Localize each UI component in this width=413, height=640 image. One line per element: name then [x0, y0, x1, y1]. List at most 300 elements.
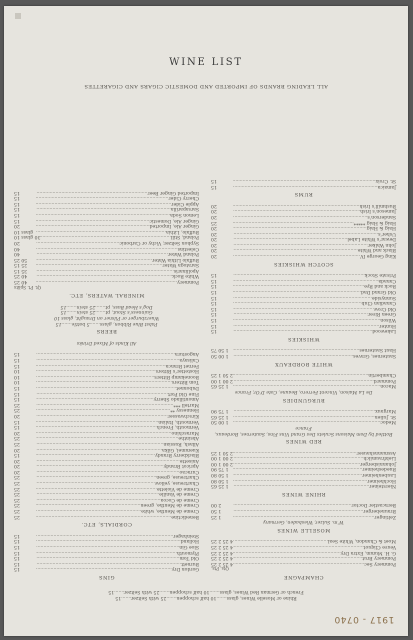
menu-item — [14, 485, 199, 491]
leader-dots — [36, 390, 168, 396]
menu-item — [14, 446, 199, 452]
item-price: 15 — [14, 538, 20, 544]
item-name: Margaux — [375, 408, 396, 414]
item-name: Jamaica — [377, 183, 396, 189]
menu-item — [14, 195, 199, 201]
item-name: Dewar’s White Label — [347, 236, 396, 242]
leader-dots — [233, 408, 375, 414]
menu-item — [211, 372, 396, 378]
menu-item — [14, 429, 199, 435]
item-name: Haig & Haig ***** — [353, 219, 396, 225]
leader-dots — [36, 502, 141, 508]
item-price: 20 — [14, 468, 20, 474]
menu-item — [211, 272, 396, 278]
section-heading: SCOTCH WHISKIES — [273, 260, 334, 267]
item-name: Curacao — [179, 468, 199, 474]
menu-item — [14, 223, 199, 229]
leader-dots — [36, 532, 173, 538]
menu-item — [14, 234, 199, 240]
item-name: Angostura — [174, 351, 199, 357]
item-price: 15 — [14, 396, 20, 402]
menu-section — [14, 303, 199, 333]
leader-dots — [36, 440, 163, 446]
item-price: 20 — [211, 236, 217, 242]
menu-item — [14, 560, 199, 566]
leader-dots — [233, 213, 367, 219]
menu-item — [211, 177, 396, 183]
leader-dots — [233, 219, 354, 225]
item-name: Laubenheimer — [362, 472, 396, 478]
item-price: 15 — [14, 200, 20, 206]
leader-dots — [36, 279, 177, 285]
menu-item — [14, 440, 199, 446]
leader-dots — [233, 560, 364, 566]
item-name: Hennessy ** — [170, 407, 199, 413]
leader-dots — [36, 245, 178, 251]
item-price: 15 — [211, 283, 217, 289]
beer-line: Dog’s Head Bass, pt.......25 stein.......15 — [60, 303, 153, 309]
menu-item — [14, 396, 199, 402]
item-name: Black and White — [357, 247, 396, 253]
item-price: 4 25 2 25 — [211, 538, 233, 544]
item-price: 15 — [14, 189, 20, 195]
glass-prices — [12, 589, 400, 600]
leader-dots — [233, 288, 361, 294]
item-name: Sauternes, Graves — [353, 353, 396, 358]
item-price: 15 — [14, 385, 20, 390]
leader-dots — [233, 347, 359, 353]
item-name: Vermouth, Italian — [158, 418, 199, 424]
item-name: Ginger Ale, Imported — [149, 223, 199, 229]
menu-item — [211, 277, 396, 283]
menu-item — [14, 362, 199, 368]
leader-dots — [36, 566, 172, 572]
item-price: 4 25 2 25 — [211, 549, 233, 555]
item-name: Canadian Club — [361, 300, 396, 306]
leader-dots — [36, 217, 149, 223]
menu-item — [14, 279, 199, 285]
item-price: 20 — [211, 241, 217, 247]
item-price: 20 — [211, 253, 217, 259]
item-price: 25 — [14, 485, 20, 491]
leader-dots — [36, 223, 150, 229]
item-price: 15 — [14, 544, 20, 550]
leader-dots — [233, 311, 368, 317]
leader-dots — [233, 543, 364, 549]
menu-item — [14, 356, 199, 362]
menu-item — [14, 245, 199, 251]
item-price: 25 — [14, 491, 20, 497]
item-name: Macon — [380, 383, 396, 389]
leader-dots — [36, 496, 161, 502]
item-name: Poland Water — [167, 251, 199, 257]
item-name: Creme de Menthe, green — [140, 502, 199, 508]
menu-item — [14, 480, 199, 486]
menu-item — [211, 502, 396, 508]
item-name: Lemon Soda — [170, 211, 199, 217]
item-name: Pommard — [373, 377, 396, 383]
menu-item — [14, 368, 199, 374]
menu-item — [211, 555, 396, 561]
item-price: 25 — [14, 502, 20, 508]
item-name: Celestins — [177, 245, 199, 251]
leader-dots — [233, 555, 362, 561]
leader-dots — [233, 202, 360, 208]
menu-item — [14, 239, 199, 245]
item-name: White Rock — [172, 273, 199, 279]
item-price: 15 — [14, 566, 20, 572]
menu-item — [211, 230, 396, 236]
menu-item — [14, 407, 199, 413]
leader-dots — [233, 460, 360, 466]
item-price: 15 — [211, 183, 217, 189]
section-heading: CHAMPAGNE — [283, 574, 324, 580]
item-name: Haig & Haig — [366, 225, 396, 231]
item-name: Anisette — [179, 457, 199, 463]
item-price: 40 — [14, 251, 20, 257]
menu-item — [211, 513, 396, 519]
item-price: 15 — [211, 272, 217, 278]
size-header: Qt. Pt. Splits — [14, 284, 41, 290]
leader-dots — [233, 247, 358, 253]
leader-dots — [36, 189, 148, 195]
menu-item — [211, 322, 396, 328]
handwritten-catalog-number: 1917 - 0740 — [334, 614, 395, 624]
item-name: Moet & Chandon, White Seal — [327, 538, 396, 544]
item-name: Creme de Vanille — [159, 491, 199, 497]
leader-dots — [36, 273, 172, 279]
item-name: Poland, Still — [170, 234, 199, 240]
leader-dots — [36, 513, 171, 519]
item-name: Creme de Violette — [156, 485, 199, 491]
leader-dots — [36, 401, 174, 407]
leader-dots — [36, 507, 141, 513]
item-price: 4 25 2 25 — [211, 544, 233, 550]
item-name: Hostetter’s Bitters — [155, 368, 199, 374]
item-name: Green River — [367, 311, 396, 317]
menu-item — [14, 273, 199, 279]
menu-section — [211, 202, 396, 266]
item-name: Bushmill’s Irish — [359, 202, 396, 208]
item-name: St. Julien — [374, 413, 396, 419]
item-name: Kuemmel, Gilka — [162, 446, 199, 452]
menu-section — [211, 372, 396, 402]
menu-item — [14, 384, 199, 390]
leader-dots — [36, 262, 163, 268]
item-name: Pommery — [177, 279, 199, 285]
item-price: 20 — [211, 208, 217, 214]
leader-dots — [36, 373, 154, 379]
item-name: G. H. Mumm, Extra Dry — [340, 549, 396, 555]
leader-dots — [36, 228, 166, 234]
item-name: Vermouth, French — [156, 424, 199, 430]
leader-dots — [233, 322, 379, 328]
menu-item — [14, 256, 199, 262]
menu-item — [211, 213, 396, 219]
menu-title: WINE LIST — [169, 57, 243, 68]
menu-item — [14, 555, 199, 561]
item-price: 15 — [14, 351, 20, 357]
item-name: Chartreuse, green — [156, 474, 199, 480]
item-price: 1 25 65 — [211, 413, 229, 419]
item-price: 15 — [211, 328, 217, 334]
item-name: Dubonnet — [176, 385, 199, 390]
menu-item — [211, 288, 396, 294]
menu-item — [14, 267, 199, 273]
item-price: 15 — [14, 357, 20, 363]
item-name: Cherry Cider — [168, 195, 199, 201]
item-price: 2 50 1 25 — [211, 372, 233, 378]
menu-item — [14, 566, 199, 572]
item-price: 15 — [14, 390, 20, 396]
menu-item — [14, 543, 199, 549]
item-price: 10 — [14, 368, 20, 374]
item-price: 15 — [211, 322, 217, 328]
item-price: 15 — [211, 317, 217, 323]
item-price: 1 25 65 — [211, 483, 229, 489]
item-name: Wilson — [380, 317, 396, 323]
item-name: King George IV — [360, 253, 396, 259]
item-name: Chartreuse, yellow — [154, 480, 199, 486]
item-price: 15 — [14, 418, 20, 424]
beer-line: Pabst Blue Ribbon, glass.......5 bottle.......15 — [55, 320, 158, 326]
item-name: Old Tom — [179, 555, 199, 561]
menu-item — [14, 189, 199, 195]
item-price: 20 — [211, 213, 217, 219]
item-price: 15 — [14, 362, 20, 368]
item-name: Fernet Branca — [165, 362, 199, 368]
leader-dots — [36, 412, 168, 418]
item-price: 1 25 65 — [211, 383, 229, 389]
leader-dots — [233, 549, 341, 555]
item-price: 20 — [14, 223, 20, 229]
section-heading: GINS — [98, 574, 115, 580]
menu-item — [211, 507, 396, 513]
menu-section — [211, 347, 396, 366]
section-subtitle: W’m. Sulzer, Wiesbaden, Germany — [263, 519, 344, 525]
item-name: Burnett — [181, 560, 199, 566]
item-price: 15 — [211, 289, 217, 295]
menu-item — [14, 373, 199, 379]
leader-dots — [233, 208, 360, 214]
menu-item — [211, 408, 396, 414]
leader-dots — [36, 452, 155, 458]
leader-dots — [233, 449, 357, 455]
leader-dots — [36, 549, 177, 555]
menu-item — [211, 311, 396, 317]
item-price: 10 — [14, 379, 20, 385]
leader-dots — [36, 379, 172, 385]
leader-dots — [233, 183, 378, 189]
item-price: 20 — [14, 446, 20, 452]
item-name: Old Grand Dad — [361, 289, 396, 295]
menu-item — [211, 183, 396, 189]
item-name: Niersteiner — [369, 483, 396, 489]
glass-price-line: French or German Red Wines, glass.......10 half schoppen.......25 with Seltzer.......15 — [108, 589, 304, 595]
menu-item — [211, 419, 396, 425]
section-note: All Kinds of Mixed Drinks — [76, 339, 137, 345]
menu-item — [211, 305, 396, 311]
menu-item — [14, 418, 199, 424]
item-price: 4 25 2 25 — [211, 560, 233, 566]
item-price: 1 75 90 — [211, 408, 229, 414]
item-name: Pommery Sec — [364, 560, 396, 566]
item-price: 40 25 — [14, 273, 28, 279]
leader-dots — [36, 538, 181, 544]
menu-item — [14, 532, 199, 538]
item-name: Pommery Brut — [362, 555, 396, 561]
leader-dots — [36, 435, 178, 441]
menu-section — [14, 339, 199, 345]
item-price: 25 — [14, 440, 20, 446]
left-column — [211, 171, 396, 582]
leader-dots — [36, 195, 169, 201]
item-price: 15 — [14, 217, 20, 223]
menu-item — [14, 549, 199, 555]
menu-section — [14, 189, 199, 297]
item-price: 15 — [14, 555, 20, 561]
leader-dots — [40, 234, 170, 240]
item-name: Lakewood — [372, 328, 396, 334]
item-name: Sloe Gin — [179, 544, 199, 550]
item-price: 25 — [14, 407, 20, 413]
item-price: 15 — [211, 177, 217, 183]
leader-dots — [233, 253, 360, 259]
menu-item — [14, 513, 199, 519]
menu-item — [14, 401, 199, 407]
menu-item — [211, 247, 396, 253]
cigars-footer: ALL LEADING BRANDS OF IMPORTED AND DOMESTIC CIGARS AND CIGARETTES — [84, 83, 328, 89]
item-name: Private Stock — [364, 272, 396, 278]
menu-item — [211, 543, 396, 549]
item-name: Chambertin — [368, 372, 396, 378]
menu-item — [14, 200, 199, 206]
item-price: 25 — [14, 401, 20, 407]
menu-item — [211, 449, 396, 455]
menu-item — [211, 455, 396, 461]
item-price: 15 — [211, 277, 217, 283]
item-price: 20 — [14, 429, 20, 435]
item-price: 15 — [211, 294, 217, 300]
menu-card — [4, 6, 408, 636]
menu-item — [211, 538, 396, 544]
menu-item — [211, 328, 396, 334]
item-price: 15 — [14, 424, 20, 430]
item-name: Syphon Seltzer, Vichy or Carbonic — [119, 239, 199, 245]
menu-item — [211, 413, 396, 419]
leader-dots — [233, 277, 378, 283]
menu-item — [14, 463, 199, 469]
inverted-wine-list — [12, 76, 400, 600]
leader-dots — [233, 272, 365, 278]
item-name: Allash, Russian — [163, 440, 199, 446]
leader-dots — [233, 455, 363, 461]
item-name: John Walker — [367, 241, 396, 247]
menu-item — [211, 253, 396, 259]
item-price: 25 15 — [14, 262, 28, 268]
item-name: Liebfraumilch — [363, 455, 396, 461]
leader-dots — [36, 555, 180, 561]
leader-dots — [36, 485, 157, 491]
leader-dots — [233, 177, 376, 183]
item-price: 20 — [211, 230, 217, 236]
section-subtitle: De La Maison, Vincent Ferrero, Beaune, Cote D’Or, France — [234, 388, 373, 394]
menu-item — [211, 477, 396, 483]
leader-dots — [36, 267, 174, 273]
item-price: 2 00 1 00 — [211, 460, 233, 466]
item-name: Haut Sauternes — [359, 347, 396, 353]
corner-mark — [15, 13, 21, 19]
leader-dots — [36, 463, 164, 469]
section-heading: RED WINES — [285, 438, 322, 445]
leader-dots — [233, 225, 367, 231]
item-price: 1 50 — [211, 508, 222, 514]
menu-item — [14, 206, 199, 212]
item-name: Apollinaris — [173, 267, 199, 273]
item-name: Assmannshauser — [356, 449, 396, 455]
item-price: 1 50 80 — [211, 477, 229, 483]
item-price: 25 — [14, 480, 20, 486]
section-subtitle: Bottled by Dom Maisons Sculets Des Grand Vins Fins, Sauternes, Bordeaux, France — [214, 424, 393, 436]
item-price: 2 00 1 00 — [211, 455, 233, 461]
menu-item — [211, 208, 396, 214]
item-name: Brauneberger — [363, 508, 396, 514]
menu-item — [14, 457, 199, 463]
menu-item — [14, 507, 199, 513]
item-price: 20 — [14, 463, 20, 469]
leader-dots — [233, 513, 374, 519]
menu-item — [14, 211, 199, 217]
item-name: Ginger Ale, Domestic — [149, 217, 199, 223]
right-column — [14, 183, 199, 582]
leader-dots — [233, 477, 367, 483]
menu-section — [14, 532, 199, 579]
menu-item — [14, 538, 199, 544]
item-name: Hochheimer — [367, 477, 396, 483]
menu-item — [14, 435, 199, 441]
item-price: 20 — [211, 202, 217, 208]
item-price: 15 — [14, 211, 20, 217]
beer-line: Wuerzburger or Pilsner on Draught, glass 10 — [54, 315, 159, 321]
leader-dots — [36, 474, 156, 480]
menu-item — [14, 468, 199, 474]
item-price: 15 — [211, 300, 217, 306]
item-price: 25 — [211, 219, 217, 225]
leader-dots — [36, 457, 180, 463]
menu-section — [211, 272, 396, 341]
leader-dots — [36, 560, 181, 566]
item-price: glass 10 — [14, 228, 34, 234]
item-name: Sunnyside — [371, 294, 396, 300]
item-price: 15 — [14, 560, 20, 566]
menu-item — [211, 294, 396, 300]
item-price: 1 00 50 — [211, 353, 229, 358]
leader-dots — [233, 383, 380, 389]
menu-section — [211, 538, 396, 579]
item-name: Johannisberger — [360, 460, 396, 466]
leader-dots — [36, 424, 157, 430]
menu-item — [14, 424, 199, 430]
item-name: Berncastler Doctor — [351, 502, 396, 508]
leader-dots — [233, 372, 368, 378]
leader-dots — [36, 351, 175, 357]
menu-item — [14, 262, 199, 268]
item-price: 2 50 1 25 — [211, 449, 233, 455]
item-price: 25 — [14, 474, 20, 480]
menu-item — [14, 412, 199, 418]
leader-dots — [36, 206, 171, 212]
item-name: Creme de Menthe, white — [141, 508, 199, 514]
